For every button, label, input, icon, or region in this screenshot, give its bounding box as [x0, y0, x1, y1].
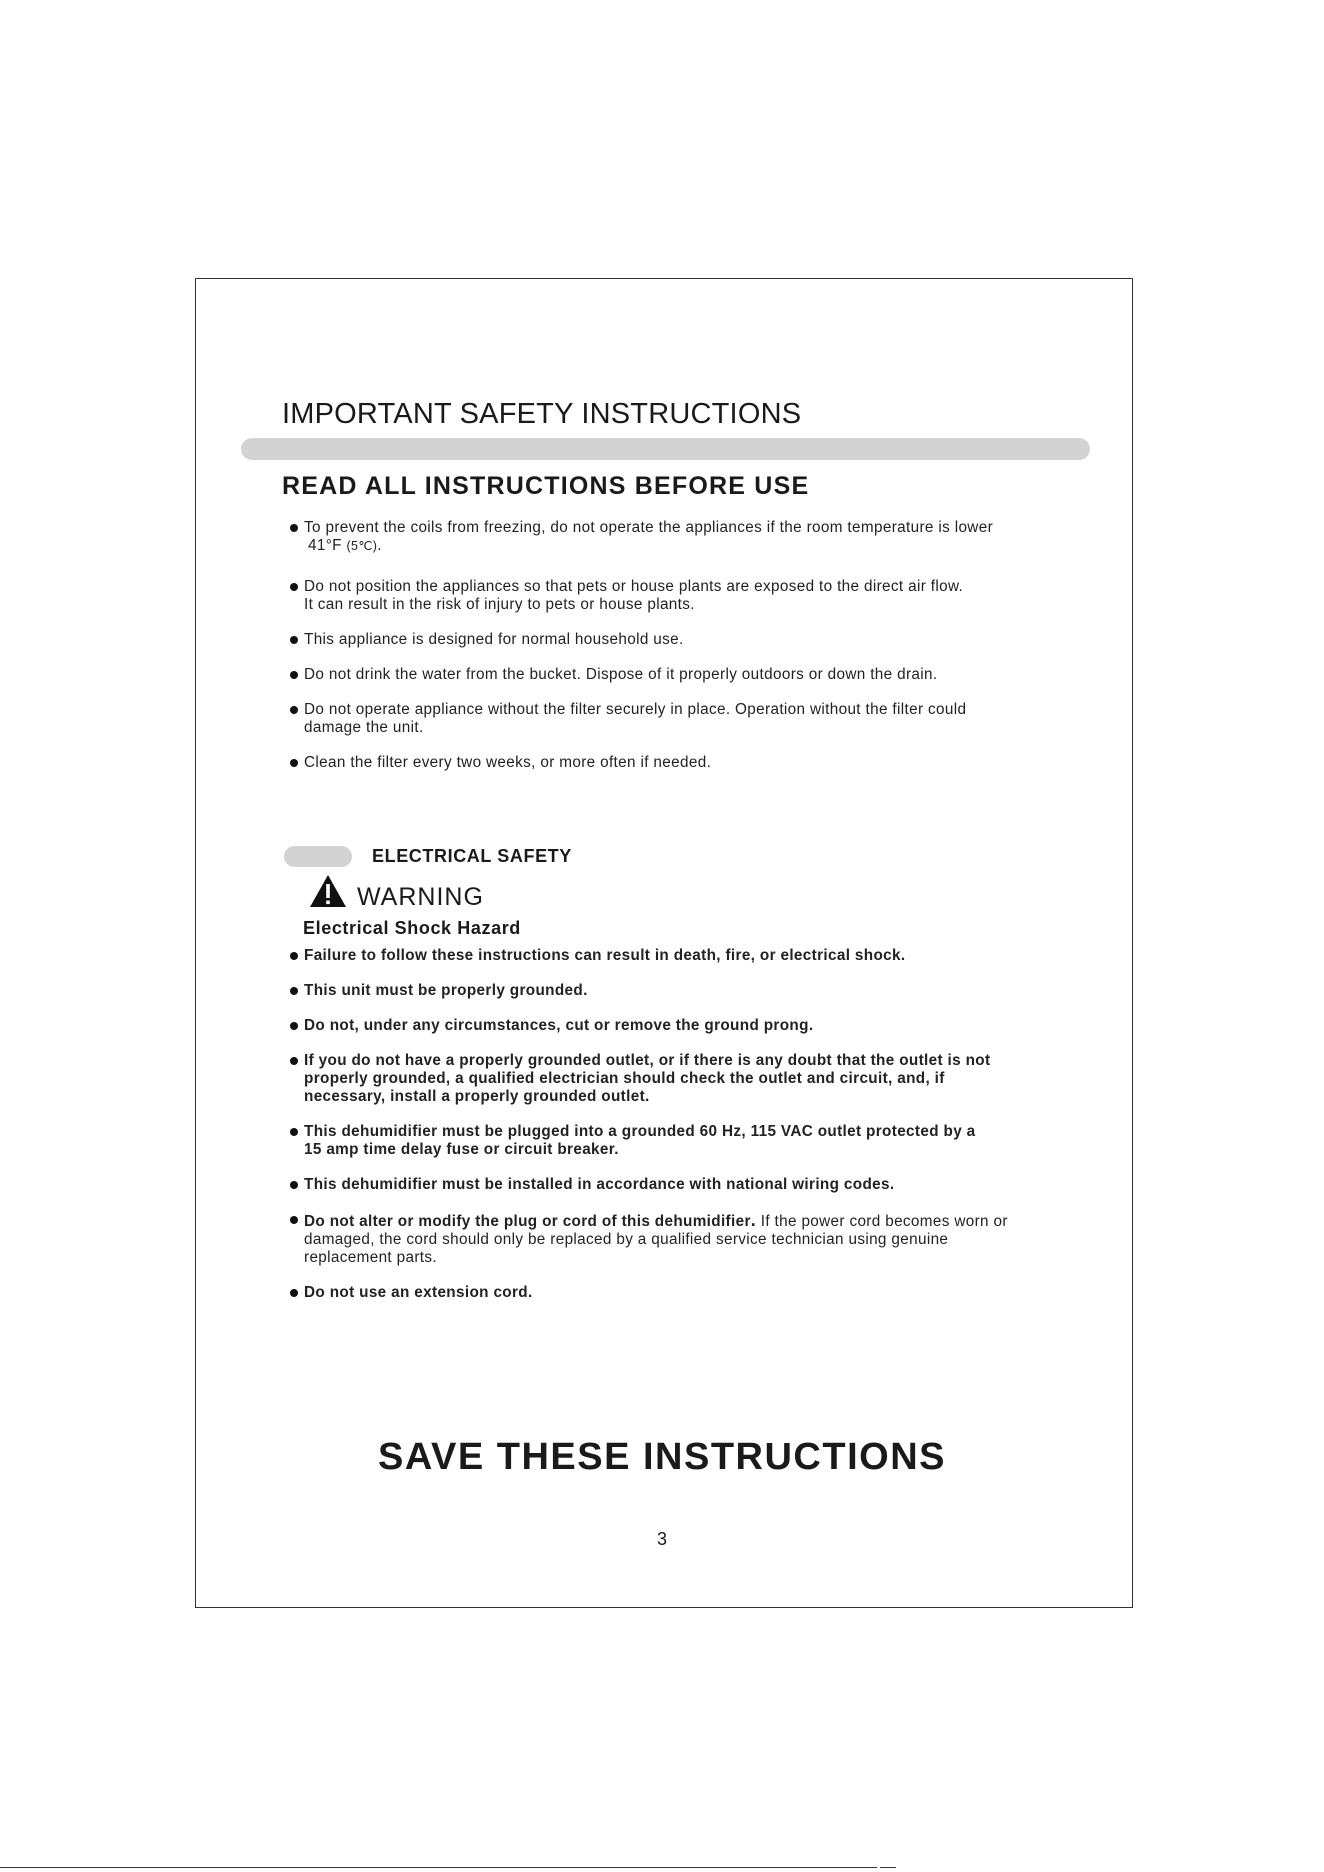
item-line: To prevent the coils from freezing, do not operate the appliances if the room temperature is lower: [304, 519, 994, 536]
list-item: [286, 982, 1008, 1000]
bullet-icon: [290, 1181, 298, 1189]
bullet-icon: [290, 1128, 298, 1136]
bottom-rule-end: [880, 1867, 896, 1868]
item-line: properly grounded, a qualified electrician should check the outlet and circuit, and, if: [304, 1070, 945, 1087]
item-line: It can result in the risk of injury to pets or house plants.: [304, 596, 695, 613]
save-instructions-title: SAVE THESE INSTRUCTIONS: [378, 1436, 946, 1478]
bullet-icon: [290, 636, 298, 644]
bullet-icon: [290, 952, 298, 960]
temp-fahrenheit: 41°F: [308, 537, 342, 554]
bullet-icon: [290, 987, 298, 995]
item-line: damage the unit.: [304, 719, 424, 736]
item-line: [304, 537, 993, 555]
item-line: necessary, install a properly grounded outlet.: [304, 1088, 650, 1105]
list-item: [286, 701, 993, 737]
item-line: [304, 1211, 1008, 1231]
list-item: [286, 754, 993, 772]
list-item: [286, 1211, 1008, 1267]
temp-end: .: [377, 537, 382, 554]
item-line: This dehumidifier must be plugged into a grounded 60 Hz, 115 VAC outlet protected by a: [304, 1123, 976, 1140]
bullet-icon: [290, 524, 298, 532]
item-line: Failure to follow these instructions can result in death, fire, or electrical shock.: [304, 947, 906, 964]
bullet-icon: [290, 1057, 298, 1065]
bold-period: .: [750, 1210, 757, 1230]
item-line: This appliance is designed for normal household use.: [304, 631, 684, 648]
warning-label: WARNING: [357, 883, 484, 911]
item-line: Do not, under any circumstances, cut or remove the ground prong.: [304, 1017, 814, 1034]
temp-celsius: (5℃): [346, 539, 378, 553]
electrical-instructions-list: [286, 947, 1008, 1319]
item-line: damaged, the cord should only be replaced by a qualified service technician using genuine: [304, 1231, 949, 1248]
bullet-icon: [290, 706, 298, 714]
hazard-title: Electrical Shock Hazard: [303, 918, 521, 938]
item-line: If you do not have a properly grounded outlet, or if there is any doubt that the outlet is not: [304, 1052, 991, 1069]
bullet-icon: [290, 759, 298, 767]
page-title: IMPORTANT SAFETY INSTRUCTIONS: [282, 398, 802, 430]
item-line: replacement parts.: [304, 1249, 437, 1266]
bullet-icon: [290, 1022, 298, 1030]
title-divider-bar: [241, 438, 1090, 460]
item-line: Do not drink the water from the bucket. Dispose of it properly outdoors or down the drain.: [304, 666, 938, 683]
bottom-rule: [0, 1867, 877, 1868]
page-number: 3: [656, 1529, 667, 1549]
read-instructions-heading: READ ALL INSTRUCTIONS BEFORE USE: [282, 472, 810, 500]
list-item: [286, 1123, 1008, 1159]
list-item: [286, 578, 993, 614]
item-line: Clean the filter every two weeks, or more often if needed.: [304, 754, 712, 771]
item-line: Do not position the appliances so that pets or house plants are exposed to the direct air flow.: [304, 578, 964, 595]
list-item: [286, 666, 993, 684]
item-line: 15 amp time delay fuse or circuit breaker.: [304, 1141, 619, 1158]
list-item: [286, 519, 993, 555]
bullet-icon: [290, 583, 298, 591]
list-item: [286, 631, 993, 649]
list-item: [286, 1176, 1008, 1194]
list-item: [286, 947, 1008, 965]
bullet-icon: [290, 1289, 298, 1297]
normal-instruction: If the power cord becomes worn or: [756, 1213, 1008, 1230]
list-item: [286, 1284, 1008, 1302]
item-line: This unit must be properly grounded.: [304, 982, 588, 999]
bullet-icon: [290, 671, 298, 679]
item-line: Do not use an extension cord.: [304, 1284, 533, 1301]
list-item: [286, 1017, 1008, 1035]
electrical-section-marker: [284, 846, 352, 867]
item-line: This dehumidifier must be installed in accordance with national wiring codes.: [304, 1176, 895, 1193]
warning-triangle-icon: [309, 874, 347, 908]
electrical-safety-heading: ELECTRICAL SAFETY: [372, 846, 572, 866]
item-line: Do not operate appliance without the filter securely in place. Operation without the filter could: [304, 701, 967, 718]
general-instructions-list: [286, 519, 993, 789]
bold-instruction: Do not alter or modify the plug or cord of this dehumidifier: [304, 1213, 751, 1230]
bullet-icon: [290, 1216, 298, 1224]
list-item: [286, 1052, 1008, 1106]
